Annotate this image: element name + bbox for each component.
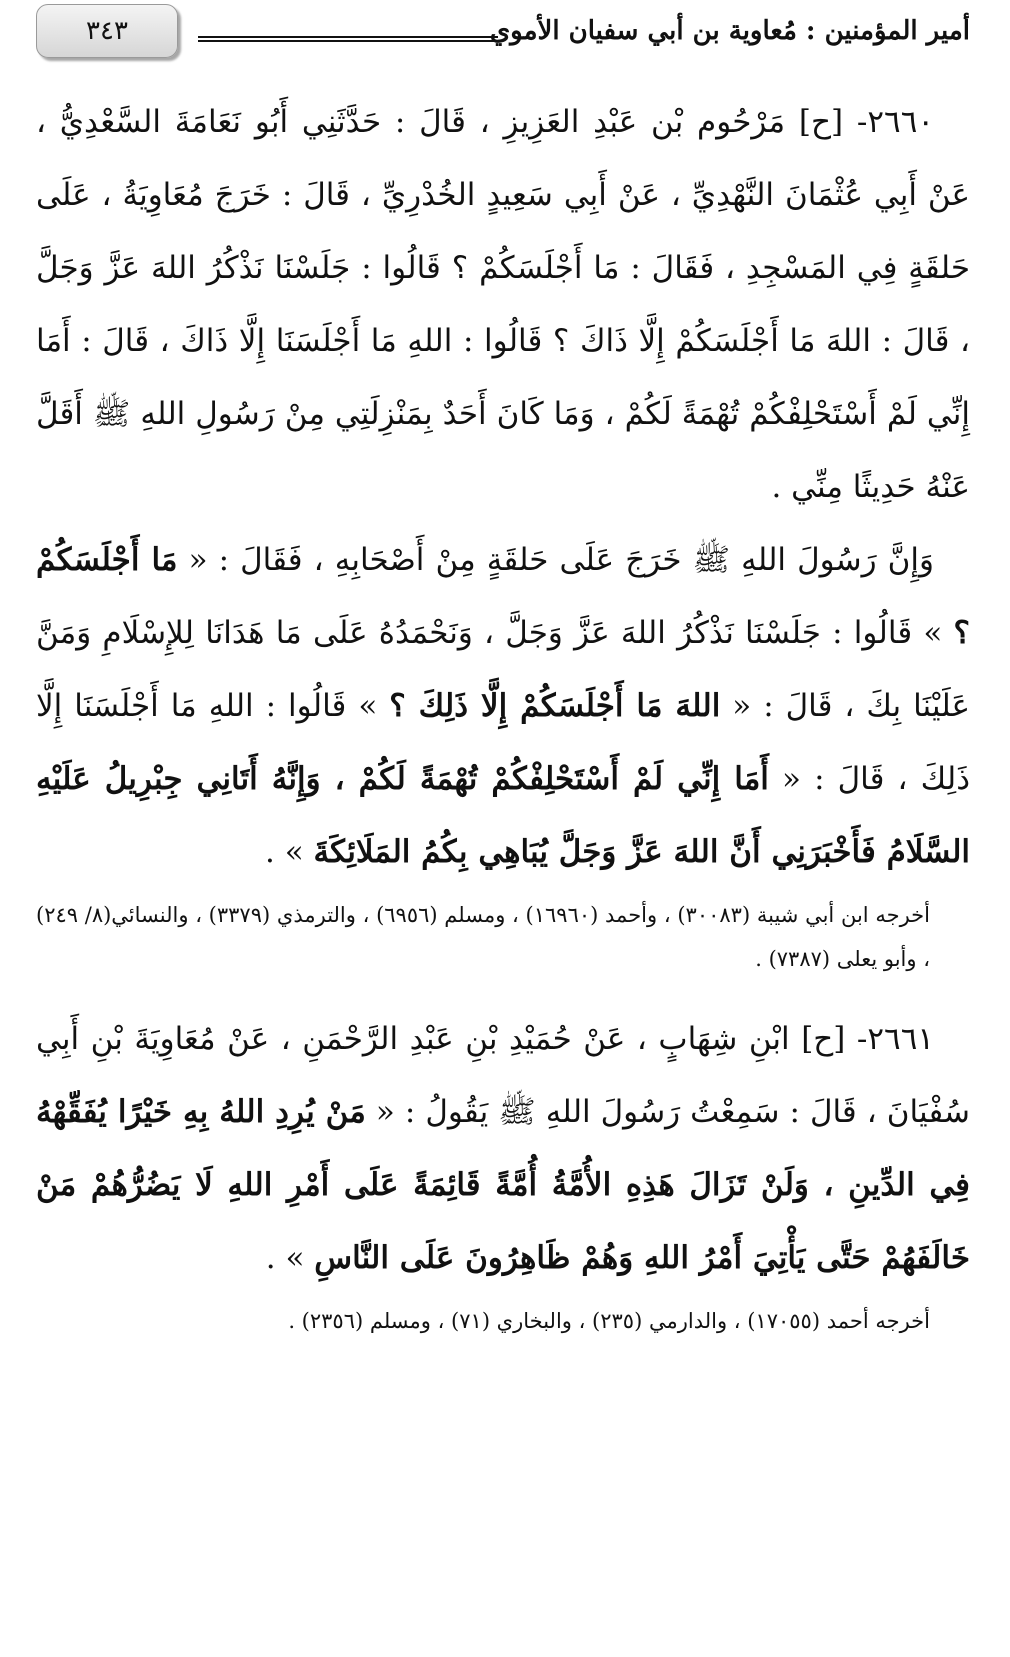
page-header xyxy=(0,0,1010,70)
page-body xyxy=(36,86,970,1343)
header-rule xyxy=(198,36,498,42)
prophet-quote: أَمَا إِنِّي لَمْ أَسْتَحْلِفْكُمْ تُهْمَةً لَكُمْ ، وَإِنَّهُ أَتَانِي جِبْرِيلُ عَلَيْهِ السَّلَامُ فَأَخْبَرَنِي أَنَّ اللهَ عَزَّ وَجَلَّ يُبَاهِي بِكُمُ المَلَائِكَةَ xyxy=(36,761,970,870)
hadith-2660-text: ٢٦٦٠- [ح] مَرْحُوم بْن عَبْدِ العَزِيزِ ، قَالَ : حَدَّثَنِي أَبُو نَعَامَةَ السَّعْدِيُّ ، عَنْ أَبِي عُثْمَانَ النَّهْدِيِّ ، عَنْ أَبِي سَعِيدٍ الخُدْرِيِّ ، قَالَ : خَرَجَ مُعَاوِيَةُ ، عَلَى حَلقَةٍ فِي المَسْجِدِ ، فَقَالَ : مَا أَجْلَسَكُمْ ؟ قَالُوا : جَلَسْنَا نَذْكُرُ اللهَ عَزَّ وَجَلَّ ، قَالَ : اللهَ مَا أَجْلَسَكُمْ إِلَّا ذَاكَ ؟ قَالُوا : اللهِ مَا أَجْلَسَنَا إِلَّا ذَاكَ ، قَالَ : أَمَا إِنِّي لَمْ أَسْتَحْلِفْكُمْ تُهْمَةً لَكُمْ ، وَمَا كَانَ أَحَدٌ بِمَنْزِلَتِي مِنْ رَسُولِ اللهِ ﷺ أَقَلَّ عَنْهُ حَدِيثًا مِنِّي . xyxy=(36,104,970,505)
running-title: أمير المؤمنين : مُعاوية بن أبي سفيان الأموي xyxy=(489,16,970,46)
prophet-quote: مَا أَجْلَسَكُمْ ؟ xyxy=(36,542,970,651)
prophet-quote: مَنْ يُرِدِ اللهُ بِهِ خَيْرًا يُفَقِّهْهُ فِي الدِّينِ ، وَلَنْ تَزَالَ هَذِهِ الأُمَّةُ أُمَّةً قَائِمَةً عَلَى أَمْرِ اللهِ لَا يَضُرُّهُمْ مَنْ خَالَفَهُمْ حَتَّى يَأْتِيَ أَمْرُ اللهِ وَهُمْ ظَاهِرُونَ عَلَى النَّاسِ xyxy=(36,1094,970,1276)
text-run: » . xyxy=(265,1240,315,1276)
text-run: » قَالُوا : جَلَسْنَا نَذْكُرُ اللهَ عَزَّ وَجَلَّ ، وَنَحْمَدُهُ عَلَى مَا هَدَانَا لِلإِسْلَامِ وَمَنَّ عَلَيْنَا بِكَ ، قَالَ : « xyxy=(36,615,970,724)
hadith-2660-footnote: أخرجه ابن أبي شيبة (٣٠٠٨٣) ، وأحمد (١٦٩٦٠) ، ومسلم (٦٩٥٦) ، والترمذي (٣٣٧٩) ، والنسائي(٨/ ٢٤٩) ، وأبو يعلى (٧٣٨٧) . xyxy=(36,903,930,971)
text-run: » . xyxy=(265,834,314,870)
page-number: ٣٤٣ xyxy=(36,4,178,58)
hadith-2661-text xyxy=(36,1003,970,1295)
hadith-2661-footnote: أخرجه أحمد (١٧٠٥٥) ، والدارمي (٢٣٥) ، والبخاري (٧١) ، ومسلم (٢٣٥٦) . xyxy=(288,1309,930,1333)
hadith-2660-continuation xyxy=(36,524,970,889)
text-run: ٢٦٦١- [ح] ابْنِ شِهَابٍ ، عَنْ حُمَيْدِ بْنِ عَبْدِ الرَّحْمَنِ ، عَنْ مُعَاوِيَةَ بْنِ أَبِي سُفْيَانَ ، قَالَ : سَمِعْتُ رَسُولَ اللهِ ﷺ يَقُولُ : « xyxy=(36,1021,970,1130)
text-run: وَإِنَّ رَسُولَ اللهِ ﷺ خَرَجَ عَلَى حَلقَةٍ مِنْ أَصْحَابِهِ ، فَقَالَ : « xyxy=(177,542,934,578)
section-gap xyxy=(36,981,970,1003)
prophet-quote: اللهَ مَا أَجْلَسَكُمْ إِلَّا ذَلِكَ ؟ xyxy=(389,688,721,724)
text-run: » قَالُوا : اللهِ مَا أَجْلَسَنَا إِلَّا ذَلِكَ ، قَالَ : « xyxy=(36,688,971,797)
